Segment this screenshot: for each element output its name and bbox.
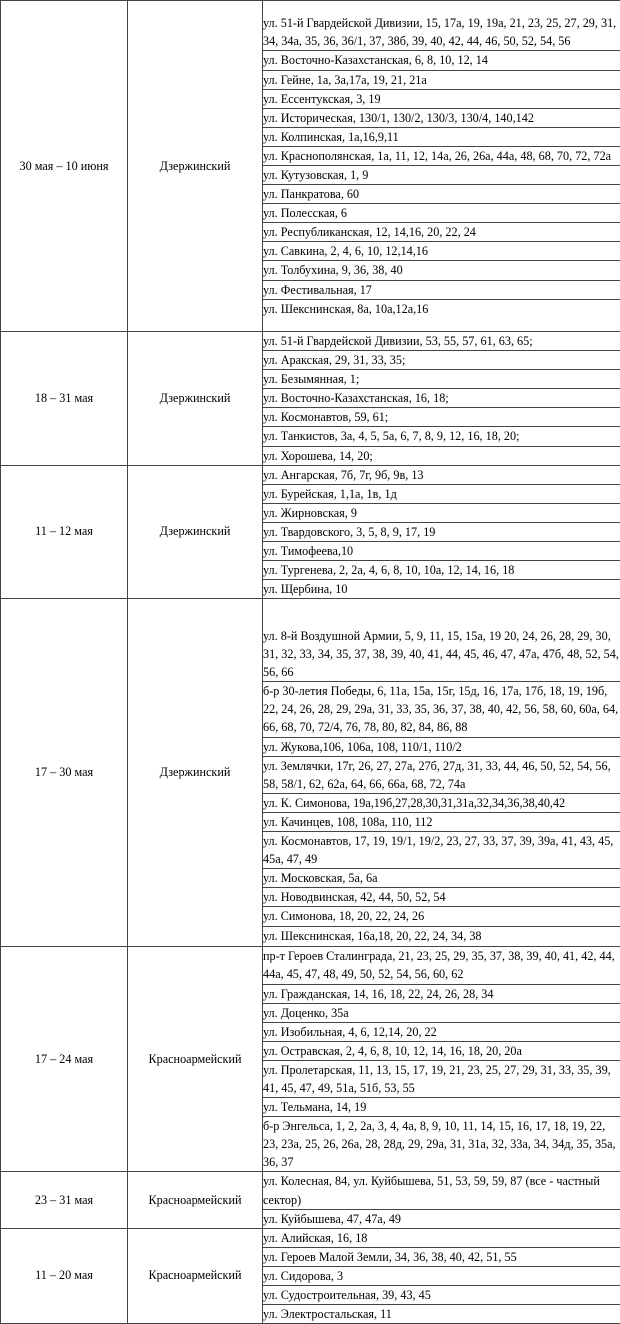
district-name: Красноармейский — [128, 1228, 263, 1323]
street-address: ул. Землячки, 17г, 26, 27, 27а, 27б, 27д, 31, 33, 44, 46, 50, 52, 54, 56, 58, 58/1, 62, 62а, 64, 66, 66а, 68, 72, 74а — [263, 757, 620, 794]
street-address: ул. Тельмана, 14, 19 — [263, 1098, 620, 1117]
schedule-row — [1, 332, 620, 466]
street-address: ул. Судостроительная, 39, 43, 45 — [263, 1286, 620, 1305]
street-address: ул. Пролетарская, 11, 13, 15, 17, 19, 21, 23, 25, 27, 29, 31, 33, 35, 39, 41, 45, 47, 49, 51а, 51б, 53, 55 — [263, 1061, 620, 1098]
street-address: ул. Колпинская, 1а,16,9,11 — [263, 128, 620, 147]
street-address: ул. Алийская, 16, 18 — [263, 1229, 620, 1248]
street-address: ул. Республиканская, 12, 14,16, 20, 22, 24 — [263, 223, 620, 242]
schedule-row — [1, 1228, 620, 1323]
district-name: Красноармейский — [128, 1172, 263, 1228]
street-address: ул. Ангарская, 7б, 7г, 9б, 9в, 13 — [263, 466, 620, 485]
street-address: ул. Савкина, 2, 4, 6, 10, 12,14,16 — [263, 242, 620, 261]
street-address: ул. Историческая, 130/1, 130/2, 130/3, 130/4, 140,142 — [263, 109, 620, 128]
street-address: ул. Аракская, 29, 31, 33, 35; — [263, 351, 620, 370]
outage-dates: 11 – 12 мая — [1, 465, 128, 599]
street-address: ул. К. Симонова, 19а,19б,27,28,30,31,31а,32,34,36,38,40,42 — [263, 794, 620, 813]
street-address-list — [263, 465, 620, 599]
street-address: ул. Гейне, 1а, 3а,17а, 19, 21, 21а — [263, 71, 620, 90]
street-address: ул. 8-й Воздушной Армии, 5, 9, 11, 15, 15а, 19 20, 24, 26, 28, 29, 30, 31, 32, 33, 34, 35, 37, 38, 39, 40, 41, 44, 45, 46, 47, 47а, 47б, 48, 52, 54, 56, 66 — [263, 627, 620, 682]
outage-dates: 17 – 30 мая — [1, 599, 128, 947]
street-address: ул. Новодвинская, 42, 44, 50, 52, 54 — [263, 888, 620, 907]
street-address: ул. 51-й Гвардейской Дивизии, 15, 17а, 19, 19а, 21, 23, 25, 27, 29, 31, 34, 34а, 35, 36, 36/1, 37, 38б, 39, 40, 42, 44, 46, 50, 52, 54, 56 — [263, 14, 620, 51]
street-address: ул. Фестивальная, 17 — [263, 281, 620, 300]
street-address: ул. Танкистов, 3а, 4, 5, 5а, 6, 7, 8, 9, 12, 16, 18, 20; — [263, 427, 620, 446]
street-address: ул. Бурейская, 1,1а, 1в, 1д — [263, 485, 620, 504]
street-address: ул. Хорошева, 14, 20; — [263, 447, 620, 465]
street-address: ул. Симонова, 18, 20, 22, 24, 26 — [263, 907, 620, 926]
street-address: ул. Восточно-Казахстанская, 16, 18; — [263, 389, 620, 408]
street-address: ул. Толбухина, 9, 36, 38, 40 — [263, 261, 620, 280]
street-address: ул. Жирновская, 9 — [263, 504, 620, 523]
street-address: ул. Сидорова, 3 — [263, 1267, 620, 1286]
street-address: ул. Колесная, 84, ул. Куйбышева, 51, 53, 59, 59, 87 (все - частный сектор) — [263, 1172, 620, 1209]
street-address: ул. Панкратова, 60 — [263, 185, 620, 204]
street-address: ул. Куйбышева, 47, 47а, 49 — [263, 1210, 620, 1228]
street-address-list — [263, 1228, 620, 1323]
schedule-row — [1, 1, 620, 332]
street-address: ул. Восточно-Казахстанская, 6, 8, 10, 12, 14 — [263, 51, 620, 70]
street-address: ул. Героев Малой Земли, 34, 36, 38, 40, 42, 51, 55 — [263, 1248, 620, 1267]
street-address: ул. Остравская, 2, 4, 6, 8, 10, 12, 14, 16, 18, 20, 20а — [263, 1042, 620, 1061]
district-name: Дзержинский — [128, 465, 263, 599]
district-name: Красноармейский — [128, 947, 263, 1172]
street-address: б-р 30-летия Победы, 6, 11а, 15а, 15г, 15д, 16, 17а, 17б, 18, 19, 19б, 22, 24, 26, 28, 29, 29а, 31, 33, 35, 36, 37, 38, 40, 42, 56, 58, 60, 60а, 64, 66, 68, 70, 72/4, 76, 78, 80, 82, 84, 86, 88 — [263, 682, 620, 737]
outage-dates: 11 – 20 мая — [1, 1228, 128, 1323]
street-address: ул. Полесская, 6 — [263, 204, 620, 223]
street-address: ул. Ессентукская, 3, 19 — [263, 90, 620, 109]
schedule-body — [1, 1, 620, 1324]
street-address: ул. Московская, 5а, 6а — [263, 869, 620, 888]
street-address: ул. Изобильная, 4, 6, 12,14, 20, 22 — [263, 1023, 620, 1042]
street-address-list — [263, 1, 620, 332]
street-address: ул. Доценко, 35а — [263, 1004, 620, 1023]
street-address: ул. Космонавтов, 17, 19, 19/1, 19/2, 23, 27, 33, 37, 39, 39а, 41, 43, 45, 45а, 47, 49 — [263, 832, 620, 869]
street-address: пр-т Героев Сталинграда, 21, 23, 25, 29, 35, 37, 38, 39, 40, 41, 42, 44, 44а, 45, 47, 48, 49, 50, 52, 54, 56, 60, 62 — [263, 947, 620, 984]
street-address: ул. Качинцев, 108, 108а, 110, 112 — [263, 813, 620, 832]
street-address: ул. Космонавтов, 59, 61; — [263, 408, 620, 427]
schedule-row — [1, 599, 620, 947]
outage-dates: 23 – 31 мая — [1, 1172, 128, 1228]
district-name: Дзержинский — [128, 599, 263, 947]
schedule-row — [1, 465, 620, 599]
street-address-list — [263, 947, 620, 1172]
street-address: ул. Безымянная, 1; — [263, 370, 620, 389]
outage-dates: 17 – 24 мая — [1, 947, 128, 1172]
street-address: ул. Жукова,106, 106а, 108, 110/1, 110/2 — [263, 738, 620, 757]
street-address: ул. Шекснинская, 16а,18, 20, 22, 24, 34, 38 — [263, 927, 620, 945]
street-address: ул. Кутузовская, 1, 9 — [263, 166, 620, 185]
street-address: б-р Энгельса, 1, 2, 2а, 3, 4, 4а, 8, 9, 10, 11, 14, 15, 16, 17, 18, 19, 22, 23, 23а, 25, 26, 26а, 28, 28д, 29, 29а, 31, 31а, 32, 33а, 34, 34д, 35, 35а, 36, 37 — [263, 1117, 620, 1171]
street-address-list — [263, 599, 620, 947]
street-address: ул. Щербина, 10 — [263, 580, 620, 598]
outage-dates: 18 – 31 мая — [1, 332, 128, 466]
street-address-list — [263, 1172, 620, 1228]
street-address: ул. Краснополянская, 1а, 11, 12, 14а, 26, 26а, 44а, 48, 68, 70, 72, 72а — [263, 147, 620, 166]
street-address: ул. Тургенева, 2, 2а, 4, 6, 8, 10, 10а, 12, 14, 16, 18 — [263, 561, 620, 580]
street-address: ул. Электростальская, 11 — [263, 1305, 620, 1323]
street-address: ул. Гражданская, 14, 16, 18, 22, 24, 26, 28, 34 — [263, 985, 620, 1004]
street-address: ул. Твардовского, 3, 5, 8, 9, 17, 19 — [263, 523, 620, 542]
district-name: Дзержинский — [128, 332, 263, 466]
outage-dates: 30 мая – 10 июня — [1, 1, 128, 332]
street-address-list — [263, 332, 620, 466]
schedule-row — [1, 947, 620, 1172]
street-address: ул. 51-й Гвардейской Дивизии, 53, 55, 57, 61, 63, 65; — [263, 332, 620, 351]
schedule-row — [1, 1172, 620, 1228]
street-address: ул. Тимофеева,10 — [263, 542, 620, 561]
district-name: Дзержинский — [128, 1, 263, 332]
street-address: ул. Шекснинская, 8а, 10а,12а,16 — [263, 300, 620, 318]
